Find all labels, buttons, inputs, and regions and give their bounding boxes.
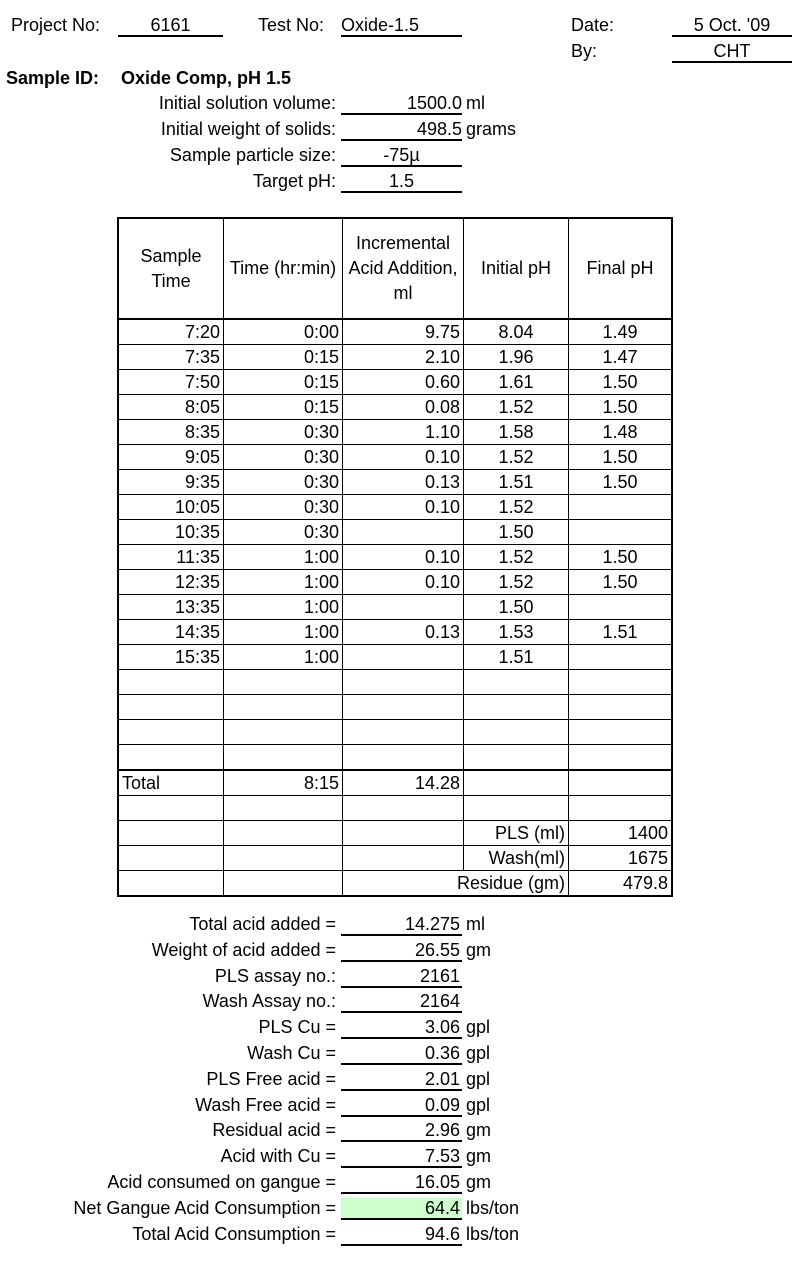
acid-addition-cell: 0.10 — [343, 570, 464, 595]
sample-field-value: 1500.0 — [341, 93, 462, 115]
wash-row — [118, 846, 672, 871]
table-row — [118, 345, 672, 370]
pls-label: PLS (ml) — [464, 821, 569, 846]
final-ph-cell: 1.49 — [569, 319, 673, 345]
empty-cell — [569, 770, 673, 796]
table-row — [118, 520, 672, 545]
final-ph-cell — [569, 745, 673, 771]
sample-time-cell: 14:35 — [118, 620, 224, 645]
result-label: PLS Free acid = — [206, 1069, 336, 1089]
result-label: Acid with Cu = — [220, 1146, 336, 1166]
result-value: 0.36 — [341, 1043, 462, 1065]
header-time: Time (hr:min) — [224, 218, 343, 319]
initial-ph-cell: 1.52 — [464, 495, 569, 520]
wash-value: 1675 — [569, 846, 673, 871]
acid-addition-cell: 0.60 — [343, 370, 464, 395]
acid-addition-cell: 0.08 — [343, 395, 464, 420]
final-ph-cell: 1.50 — [569, 470, 673, 495]
sample-time-cell — [118, 720, 224, 745]
header-acid-addition: Incremental Acid Addition, ml — [343, 218, 464, 319]
elapsed-time-cell — [224, 695, 343, 720]
date-label: Date: — [571, 15, 615, 35]
sample-field-value: 498.5 — [341, 119, 462, 141]
sample-time-cell: 8:35 — [118, 420, 224, 445]
sample-time-cell: 11:35 — [118, 545, 224, 570]
initial-ph-cell — [464, 745, 569, 771]
result-label: Total Acid Consumption = — [132, 1224, 336, 1244]
result-unit: gpl — [466, 1043, 491, 1063]
result-value: 94.6 — [341, 1224, 462, 1246]
final-ph-cell: 1.50 — [569, 445, 673, 470]
sample-time-cell: 12:35 — [118, 570, 224, 595]
acid-addition-cell — [343, 745, 464, 771]
pls-value: 1400 — [569, 821, 673, 846]
result-unit: ml — [466, 914, 485, 934]
sample-time-cell: 7:20 — [118, 319, 224, 345]
table-body — [118, 319, 672, 770]
elapsed-time-cell: 0:30 — [224, 420, 343, 445]
empty-cell — [118, 871, 224, 897]
table-row — [118, 370, 672, 395]
result-label: Wash Cu = — [247, 1043, 336, 1063]
table-row — [118, 319, 672, 345]
pls-row — [118, 821, 672, 846]
header-initial-ph: Initial pH — [464, 218, 569, 319]
elapsed-time-cell: 1:00 — [224, 620, 343, 645]
residue-row — [118, 871, 672, 897]
final-ph-cell — [569, 495, 673, 520]
sample-field-value: 1.5 — [341, 171, 462, 193]
result-value: 2164 — [341, 991, 462, 1013]
final-ph-cell: 1.50 — [569, 545, 673, 570]
result-unit: gpl — [466, 1017, 491, 1037]
empty-cell — [343, 846, 464, 871]
table-row — [118, 470, 672, 495]
result-value: 2.96 — [341, 1120, 462, 1142]
sample-id-label: Sample ID: — [6, 68, 100, 88]
by-value: CHT — [672, 41, 792, 63]
result-unit: gm — [466, 1120, 492, 1140]
final-ph-cell: 1.47 — [569, 345, 673, 370]
acid-addition-cell: 0.13 — [343, 620, 464, 645]
sample-field-unit: grams — [466, 119, 517, 139]
acid-addition-cell: 0.10 — [343, 545, 464, 570]
acid-addition-cell — [343, 520, 464, 545]
table-row — [118, 570, 672, 595]
elapsed-time-cell — [224, 670, 343, 695]
acid-addition-cell: 0.10 — [343, 445, 464, 470]
sample-field-label: Initial solution volume: — [158, 93, 336, 113]
elapsed-time-cell: 1:00 — [224, 545, 343, 570]
initial-ph-cell: 1.52 — [464, 545, 569, 570]
total-label: Total — [118, 770, 224, 796]
result-value: 16.05 — [341, 1172, 462, 1194]
sample-time-cell — [118, 695, 224, 720]
empty-cell — [224, 821, 343, 846]
sample-time-cell: 9:35 — [118, 470, 224, 495]
acid-addition-cell: 2.10 — [343, 345, 464, 370]
table-row — [118, 495, 672, 520]
sample-time-cell: 10:05 — [118, 495, 224, 520]
elapsed-time-cell: 1:00 — [224, 570, 343, 595]
initial-ph-cell: 1.50 — [464, 520, 569, 545]
final-ph-cell: 1.51 — [569, 620, 673, 645]
result-label: Weight of acid added = — [151, 940, 336, 960]
initial-ph-cell — [464, 720, 569, 745]
total-acid: 14.28 — [343, 770, 464, 796]
final-ph-cell — [569, 670, 673, 695]
acid-addition-cell: 0.10 — [343, 495, 464, 520]
initial-ph-cell: 1.51 — [464, 645, 569, 670]
test-number: Oxide-1.5 — [341, 15, 462, 37]
sample-time-cell: 13:35 — [118, 595, 224, 620]
initial-ph-cell: 1.51 — [464, 470, 569, 495]
elapsed-time-cell: 0:15 — [224, 370, 343, 395]
acid-addition-cell — [343, 720, 464, 745]
initial-ph-cell: 1.52 — [464, 395, 569, 420]
result-value: 0.09 — [341, 1095, 462, 1117]
acid-addition-cell — [343, 645, 464, 670]
final-ph-cell — [569, 720, 673, 745]
acid-addition-cell — [343, 695, 464, 720]
acid-addition-cell: 0.13 — [343, 470, 464, 495]
project-label: Project No: — [11, 15, 101, 35]
initial-ph-cell: 1.52 — [464, 445, 569, 470]
initial-ph-cell: 1.61 — [464, 370, 569, 395]
table-row — [118, 545, 672, 570]
test-data-table — [117, 217, 673, 897]
empty-cell — [118, 821, 224, 846]
result-value: 3.06 — [341, 1017, 462, 1039]
elapsed-time-cell: 0:30 — [224, 520, 343, 545]
result-value: 7.53 — [341, 1146, 462, 1168]
table-row — [118, 620, 672, 645]
empty-cell — [224, 796, 343, 821]
sample-field-label: Target pH: — [252, 171, 336, 191]
date-value: 5 Oct. '09 — [672, 15, 792, 37]
empty-cell — [118, 846, 224, 871]
result-label: Acid consumed on gangue = — [107, 1172, 336, 1192]
final-ph-cell: 1.48 — [569, 420, 673, 445]
elapsed-time-cell: 0:15 — [224, 345, 343, 370]
initial-ph-cell — [464, 670, 569, 695]
table-row — [118, 645, 672, 670]
final-ph-cell: 1.50 — [569, 570, 673, 595]
result-label: Residual acid = — [212, 1120, 336, 1140]
elapsed-time-cell: 0:00 — [224, 319, 343, 345]
initial-ph-cell: 8.04 — [464, 319, 569, 345]
initial-ph-cell: 1.96 — [464, 345, 569, 370]
sample-field-label: Initial weight of solids: — [160, 119, 336, 139]
sample-time-cell: 8:05 — [118, 395, 224, 420]
initial-ph-cell: 1.58 — [464, 420, 569, 445]
elapsed-time-cell: 1:00 — [224, 645, 343, 670]
empty-cell — [343, 796, 464, 821]
sample-time-cell — [118, 670, 224, 695]
sample-field-value: -75µ — [341, 145, 462, 167]
total-row — [118, 770, 672, 796]
result-value: 26.55 — [341, 940, 462, 962]
sample-time-cell: 7:50 — [118, 370, 224, 395]
residue-label: Residue (gm) — [343, 871, 569, 897]
sample-time-cell: 10:35 — [118, 520, 224, 545]
acid-addition-cell: 9.75 — [343, 319, 464, 345]
blank-row — [118, 796, 672, 821]
sample-field-label: Sample particle size: — [169, 145, 336, 165]
wash-label: Wash(ml) — [464, 846, 569, 871]
final-ph-cell — [569, 520, 673, 545]
empty-cell — [118, 796, 224, 821]
table-row — [118, 720, 672, 745]
final-ph-cell: 1.50 — [569, 370, 673, 395]
result-unit: gpl — [466, 1069, 491, 1089]
project-number: 6161 — [118, 15, 223, 37]
empty-cell — [569, 796, 673, 821]
sample-time-cell: 15:35 — [118, 645, 224, 670]
elapsed-time-cell: 0:30 — [224, 470, 343, 495]
initial-ph-cell: 1.52 — [464, 570, 569, 595]
table-row — [118, 420, 672, 445]
final-ph-cell — [569, 695, 673, 720]
elapsed-time-cell: 0:30 — [224, 495, 343, 520]
initial-ph-cell — [464, 695, 569, 720]
initial-ph-cell: 1.53 — [464, 620, 569, 645]
sample-time-cell: 7:35 — [118, 345, 224, 370]
empty-cell — [464, 796, 569, 821]
empty-cell — [224, 871, 343, 897]
by-label: By: — [571, 41, 598, 61]
acid-addition-cell: 1.10 — [343, 420, 464, 445]
sample-id-value: Oxide Comp, pH 1.5 — [121, 68, 292, 88]
table-row — [118, 445, 672, 470]
header-final-ph: Final pH — [569, 218, 673, 319]
result-value: 64.4 — [341, 1198, 462, 1220]
result-unit: gpl — [466, 1095, 491, 1115]
result-unit: lbs/ton — [466, 1198, 520, 1218]
empty-cell — [464, 770, 569, 796]
table-row — [118, 595, 672, 620]
total-time: 8:15 — [224, 770, 343, 796]
residue-value: 479.8 — [569, 871, 673, 897]
table-row — [118, 745, 672, 771]
result-label: Wash Assay no.: — [202, 991, 336, 1011]
sample-time-cell — [118, 745, 224, 771]
elapsed-time-cell: 1:00 — [224, 595, 343, 620]
elapsed-time-cell — [224, 745, 343, 771]
result-unit: gm — [466, 940, 492, 960]
test-label: Test No: — [258, 15, 325, 35]
initial-ph-cell: 1.50 — [464, 595, 569, 620]
result-label: Net Gangue Acid Consumption = — [73, 1198, 336, 1218]
empty-cell — [343, 821, 464, 846]
result-label: PLS Cu = — [258, 1017, 336, 1037]
elapsed-time-cell — [224, 720, 343, 745]
result-value: 2.01 — [341, 1069, 462, 1091]
final-ph-cell — [569, 645, 673, 670]
final-ph-cell: 1.50 — [569, 395, 673, 420]
result-value: 2161 — [341, 966, 462, 988]
result-value: 14.275 — [341, 914, 462, 936]
acid-addition-cell — [343, 595, 464, 620]
table-row — [118, 695, 672, 720]
table-header-row — [118, 218, 672, 319]
result-unit: gm — [466, 1172, 492, 1192]
result-label: Wash Free acid = — [195, 1095, 336, 1115]
sample-time-cell: 9:05 — [118, 445, 224, 470]
result-label: PLS assay no.: — [214, 966, 336, 986]
result-unit: gm — [466, 1146, 492, 1166]
header-sample-time: Sample Time — [118, 218, 224, 319]
table-row — [118, 670, 672, 695]
result-unit: lbs/ton — [466, 1224, 520, 1244]
table-row — [118, 395, 672, 420]
final-ph-cell — [569, 595, 673, 620]
acid-addition-cell — [343, 670, 464, 695]
sample-field-unit: ml — [466, 93, 485, 113]
elapsed-time-cell: 0:30 — [224, 445, 343, 470]
empty-cell — [224, 846, 343, 871]
elapsed-time-cell: 0:15 — [224, 395, 343, 420]
result-label: Total acid added = — [189, 914, 336, 934]
